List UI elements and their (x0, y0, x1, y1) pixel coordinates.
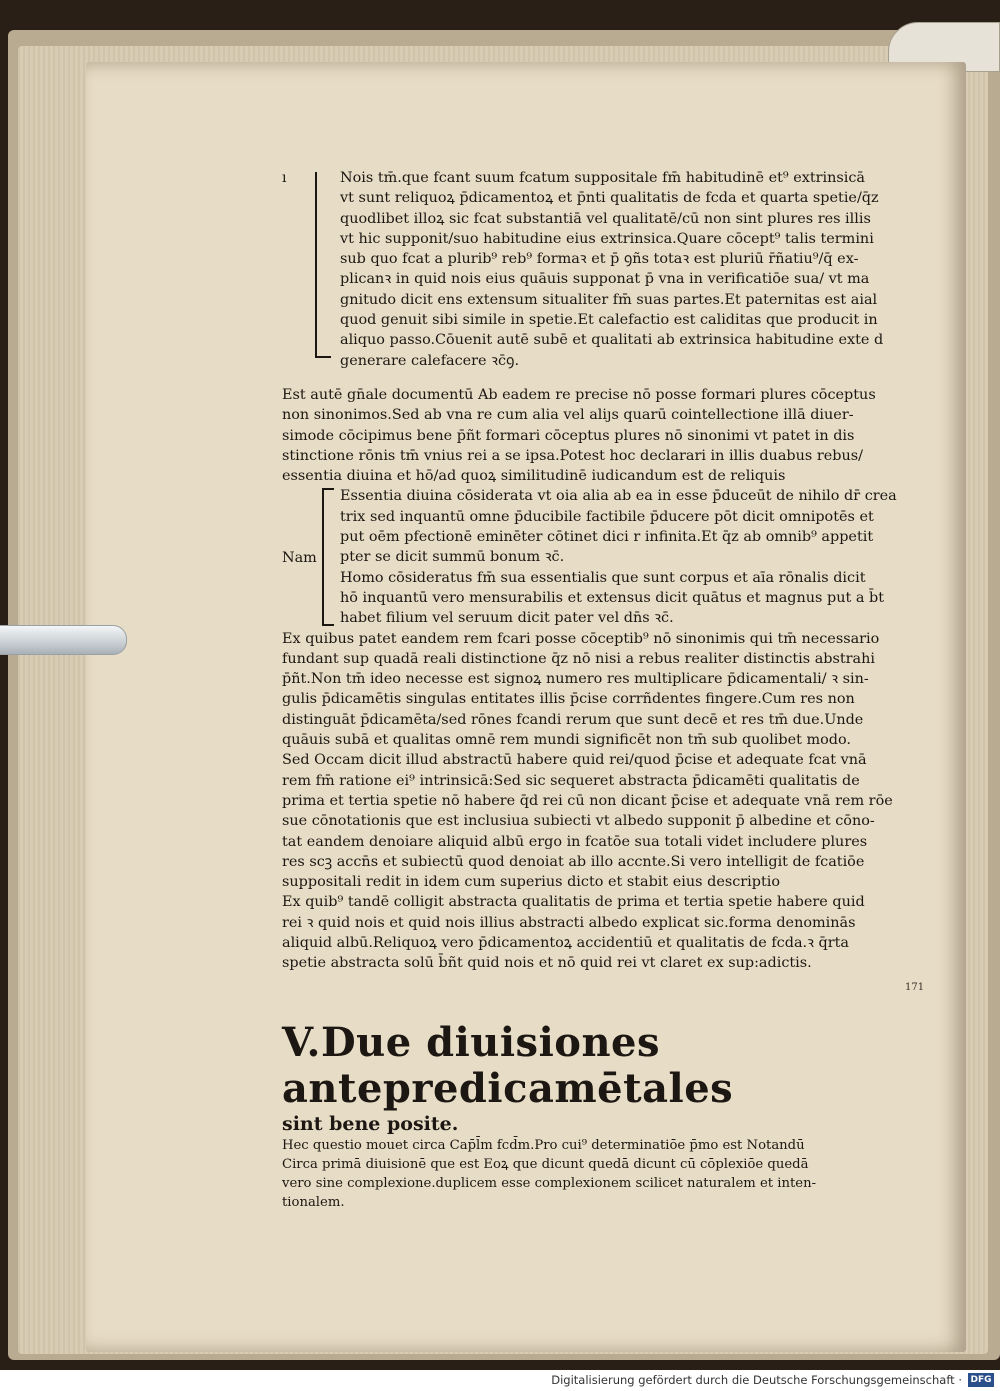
paragraph-4 (282, 1136, 932, 1212)
text-line: p̄ñt.Non tm̄ ideo necesse est signoꝝ numero res multiplicare p̄dicamentali/ ꝛ sin- (282, 671, 869, 688)
text-line: fundant sup quadā reali distinctione q̄z nō nisi a rebus realiter distinctis abstrahi (282, 650, 875, 667)
text-line: non sinonimos.Sed ab vna re cum alia vel aliȷs quarū cointellectione illā diuer- (282, 407, 854, 424)
text-line: gnitudo dicit ens extensum situaliter fm̄ suas partes.Et paternitas est aial (340, 291, 878, 308)
text-line: Est autē gn̄ale documentū Ab eadem re precise nō posse formari plures cōceptus (282, 386, 876, 403)
page-text (282, 168, 932, 1212)
text-line: trix sed inquantū omne p̄ducibile factibile p̄ducere pōt dicit omnipotēs et (340, 508, 874, 525)
text-line: Essentia diuina cōsiderata vt oia alia ab ea in esse p̄duceūt de nihilo dr̄ crea (340, 488, 897, 505)
text-line: Circa primā diuisionē que est Eoꝝ que dicunt quedā dicunt cū cōplexiōe quedā (282, 1156, 809, 1172)
folio-number: 171 (905, 982, 925, 993)
margin-word: Nam (282, 550, 317, 567)
digitization-footer (0, 1370, 1000, 1391)
bracketed-block-1 (282, 168, 932, 371)
text-line: vt sunt reliquoꝝ p̄dicamentoꝝ et p̄nti qualitatis de fcda et quarta spetie/q̄z (340, 190, 879, 207)
text-line: simode cōcipimus bene p̄ñt formari cōceptus plures nō sinonimi vt patet in dis (282, 427, 855, 444)
text-line: Ex quibus patet eandem rem fcari posse cōceptib⁹ nō sinonimis qui tm̄ necessario (282, 630, 880, 647)
text-line: vt hic supponit/suo habitudine eius extrinsica.Quare cōcept⁹ talis termini (340, 230, 874, 247)
section-subheading: sint bene posite. (282, 1112, 459, 1135)
bracket-icon (315, 172, 331, 358)
text-line: gulis p̄dicamētis singulas entitates illis p̄cise corrñdentes fingere.Cum res non (282, 691, 855, 708)
paragraph-3 (282, 629, 932, 974)
text-line: vero sine complexione.duplicem esse complexionem scilicet naturalem et inten- (282, 1175, 817, 1191)
text-line: rem fm̄ ratione ei⁹ intrinsicā:Sed sic sequeret abstracta p̄dicamēti qualitatis de (282, 772, 860, 789)
text-line: suppositali redit in idem cum superius dicto et stabit eius descriptio (282, 874, 781, 891)
section-heading: V.Due diuisiones antepredicamētales (282, 1018, 734, 1112)
text-line: Homo cōsideratus fm̄ sua essentialis que sunt corpus et aīa rōnalis dicit (340, 569, 866, 586)
text-line: quod genuit sibi simile in spetie.Et calefactio est caliditas que producit in (340, 312, 878, 329)
text-line: plicanꝛ in quid nois eius quāuis supponat p̄ vna in verificatiōe sua/ vt ma (340, 271, 870, 288)
text-line: quāuis subā et qualitas omnē rem mundi significēt non tm̄ sub quolibet modo. (282, 732, 851, 749)
bracket-icon (322, 488, 334, 626)
text-line: rei ꝛ quid nois et quid nois illius abstracti albedo explicat sic.forma denominās (282, 914, 856, 931)
text-line: spetie abstracta solū b̄ñt quid nois et nō quid rei vt claret ex sup:adictis. (282, 955, 812, 972)
text-line: aliquid albū.Reliquoꝝ vero p̄dicamentoꝝ accidentiū et qualitatis de fcda.ꝛ q̄rta (282, 934, 849, 951)
text-line: essentia diuina et hō/ad quoꝝ similitudinē iudicandum est de reliquis (282, 468, 786, 485)
text-line: pter se dicit summū bonum ꝛc̄. (340, 549, 565, 566)
text-line: sue cōnotationis que est inclusiua subiecti vt albedo supponit p̄ albedine et cōno- (282, 813, 875, 830)
text-line: prima et tertia spetie nō habere q̄d rei cū non dicant p̄cise et adequate vnā rem rōe (282, 792, 893, 809)
text-line: Sed Occam dicit illud abstractū habere quid rei/quod p̄cise et adequate fcat vnā (282, 752, 867, 769)
text-line: put oēm pfectionē eminēter cōtinet dici r infinita.Et q̄z ab omnib⁹ appetit (340, 529, 874, 546)
paragraph-2 (282, 385, 932, 486)
text-line: tat eandem denoiare aliquid albū ergo in fcatōe sua totali videt includere plures (282, 833, 868, 850)
text-line: quodlibet illoꝝ sic fcat substantiā vel qualitatē/cū non sint plures res illis (340, 210, 871, 227)
bracketed-block-2 (282, 486, 932, 628)
text-line: hō inquantū vero mensurabilis et extensus dicit quātus et magnus put a b̄t (340, 589, 884, 606)
text-line: stinctione rōnis tm̄ vnius rei a se ipsa.Potest hoc declarari in illis duabus rebus/ (282, 447, 863, 464)
margin-mark: ı (282, 170, 287, 186)
glass-clip (0, 625, 127, 655)
text-line: res scꝫ accn̄s et subiectū quod denoiat ab illo accnte.Si vero intelligit de fcatiōe (282, 853, 865, 870)
text-line: Nois tm̄.que fcant suum fcatum suppositale fm̄ habitudinē et⁹ extrinsicā (340, 170, 866, 186)
text-line: distinguāt p̄dicamēta/sed rōnes fcandi rerum que sunt decē et res tm̄ due.Unde (282, 711, 864, 728)
text-line: Hec questio mouet circa Cap̄l̄m fcd̄m.Pro cui⁹ determinatiōe p̄mo est Notandū (282, 1137, 805, 1153)
text-line: generare calefacere ꝛc̄ꝯ. (340, 352, 520, 369)
text-line: tionalem. (282, 1194, 345, 1210)
dfg-logo-icon: DFG (968, 1373, 994, 1387)
text-line: Ex quib⁹ tandē colligit abstracta qualitatis de prima et tertia spetie habere quid (282, 894, 865, 911)
text-line: aliquo passo.Cōuenit autē subē et qualitati ab extrinsica habitudine exte d (340, 332, 884, 349)
footer-credit: Digitalisierung gefördert durch die Deutsche Forschungsgemeinschaft · (551, 1373, 962, 1387)
text-line: sub quo fcat a plurib⁹ reb⁹ formaꝛ et p̄ ꝯñs totaꝛ est pluriū r̄ñatiu⁹/q̄ ex- (340, 251, 859, 268)
text-line: habet filium vel seruum dicit pater vel dn̄s ꝛc̄. (340, 610, 674, 627)
